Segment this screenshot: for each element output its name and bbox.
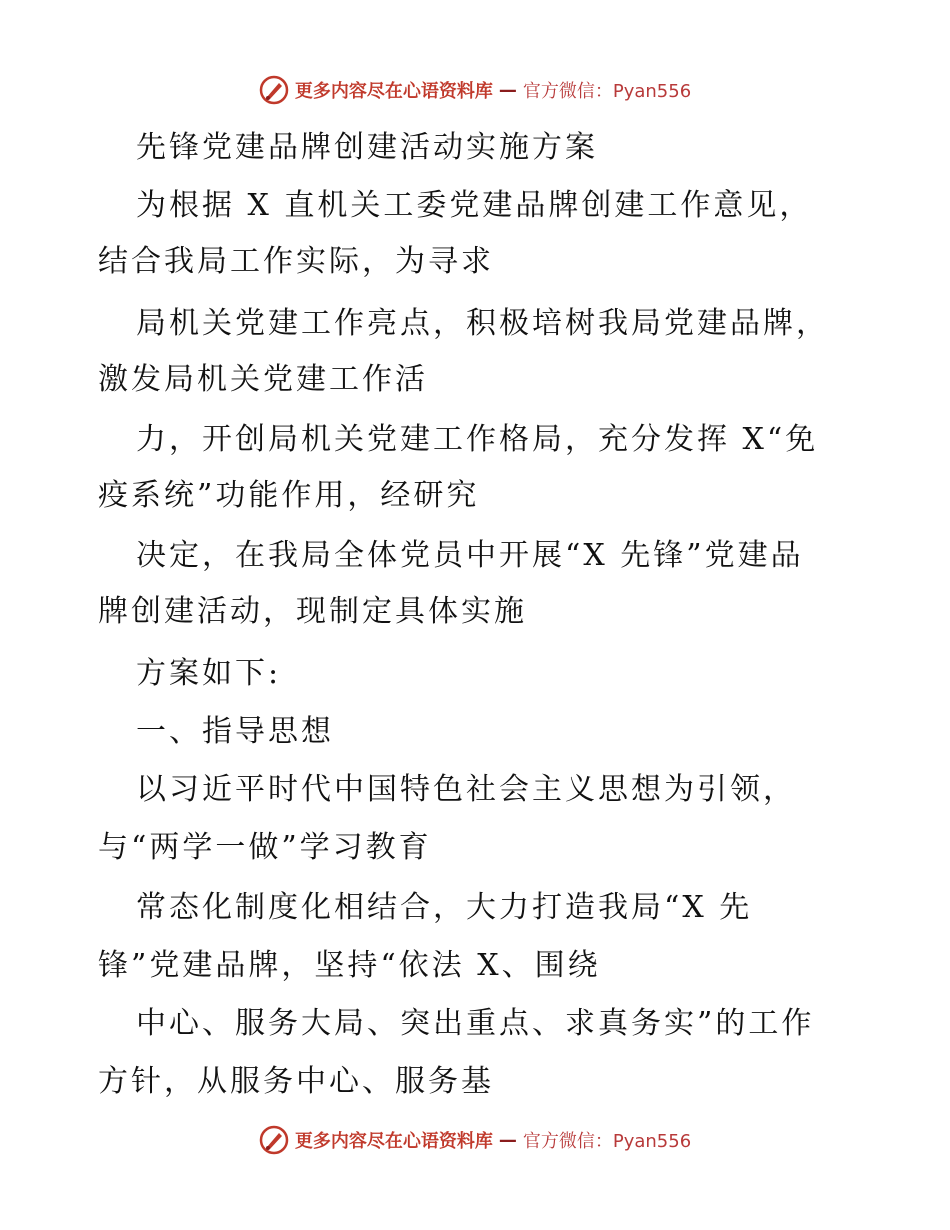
paragraph-line: 力，开创局机关党建工作格局，充分发挥 X“免 xyxy=(136,422,819,457)
pen-logo-icon xyxy=(259,1125,289,1155)
paragraph-line: 疫系统”功能作用，经研究 xyxy=(98,478,480,513)
paragraph-line: 局机关党建工作亮点，积极培树我局党建品牌， xyxy=(136,306,829,341)
paragraph-line: 锋”党建品牌，坚持“依法 X、围绕 xyxy=(98,948,601,983)
pen-logo-icon xyxy=(259,75,289,105)
paragraph-line: 常态化制度化相结合，大力打造我局“X 先 xyxy=(136,890,753,925)
section-heading: 一、指导思想 xyxy=(136,714,334,749)
paragraph-line: 中心、服务大局、突出重点、求真务实”的工作 xyxy=(136,1006,815,1041)
document-title: 先锋党建品牌创建活动实施方案 xyxy=(136,130,598,165)
paragraph-line: 牌创建活动，现制定具体实施 xyxy=(98,594,527,629)
paragraph-line: 以习近平时代中国特色社会主义思想为引领， xyxy=(136,772,796,807)
watermark-dash: — xyxy=(498,79,517,101)
watermark-text: 更多内容尽在心语资料库 xyxy=(294,1131,493,1152)
watermark-contact: 官方微信：Pyan556 xyxy=(522,81,692,102)
watermark-dash: — xyxy=(498,1129,517,1151)
watermark-contact: 官方微信：Pyan556 xyxy=(522,1131,692,1152)
watermark-text: 更多内容尽在心语资料库 xyxy=(294,81,493,102)
header-watermark xyxy=(0,70,950,110)
paragraph-line: 与“两学一做”学习教育 xyxy=(98,830,432,865)
paragraph-line: 结合我局工作实际，为寻求 xyxy=(98,244,494,279)
paragraph-line: 方案如下: xyxy=(136,656,282,691)
paragraph-line: 激发局机关党建工作活 xyxy=(98,362,428,397)
paragraph-line: 方针，从服务中心、服务基 xyxy=(98,1064,494,1099)
footer-watermark xyxy=(0,1120,950,1160)
paragraph-line: 决定，在我局全体党员中开展“X 先锋”党建品 xyxy=(136,538,804,573)
paragraph-line: 为根据 X 直机关工委党建品牌创建工作意见， xyxy=(136,188,813,223)
